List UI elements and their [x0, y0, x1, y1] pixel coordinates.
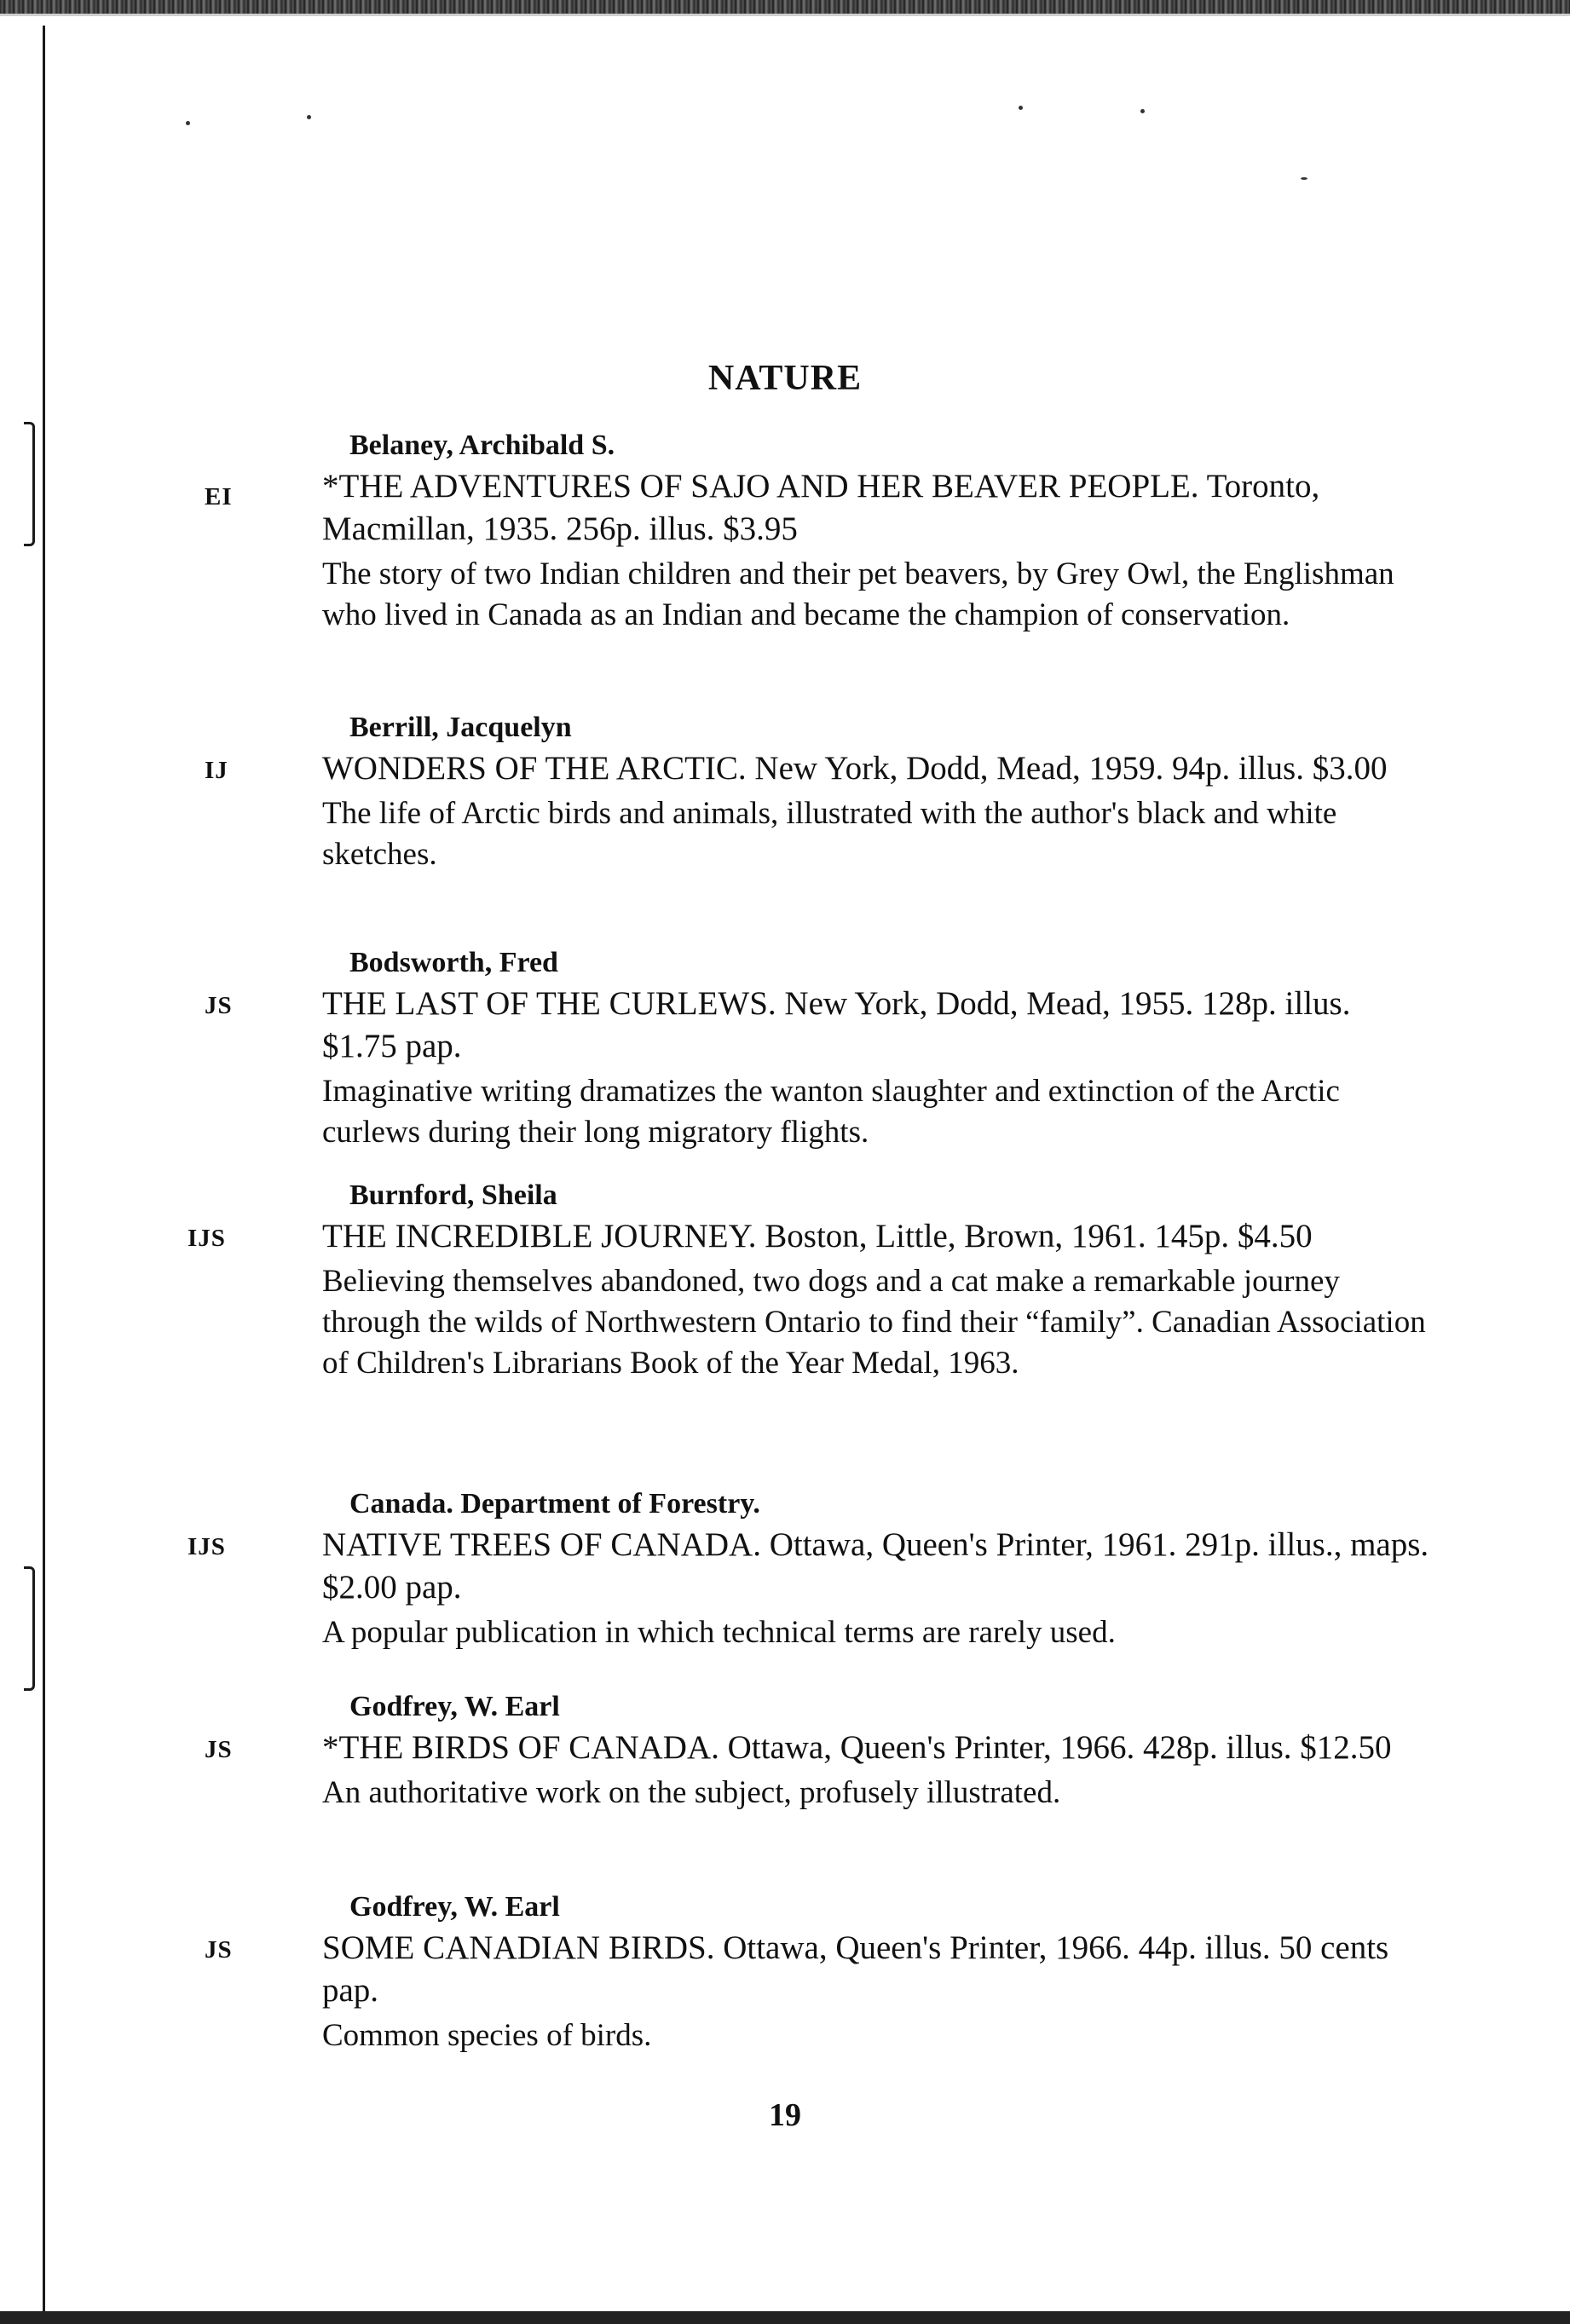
- bibliography-entry: [205, 943, 1432, 1153]
- entry-citation: *THE ADVENTURES OF SAJO AND HER BEAVER PEOPLE. Toronto, Macmillan, 1935. 256p. illus. $3.95: [322, 468, 1320, 547]
- entry-citation: NATIVE TREES OF CANADA. Ottawa, Queen's Printer, 1961. 291p. illus., maps. $2.00 pap.: [322, 1526, 1429, 1606]
- bibliography-entry: [205, 1888, 1432, 2056]
- entry-citation: THE LAST OF THE CURLEWS. New York, Dodd, Mead, 1955. 128p. illus. $1.75 pap.: [322, 985, 1351, 1064]
- entry-citation: *THE BIRDS OF CANADA. Ottawa, Queen's Printer, 1966. 428p. illus. $12.50: [322, 1729, 1392, 1766]
- entry-author: Godfrey, W. Earl: [349, 1891, 560, 1923]
- entry-audience-code: IJS: [188, 1533, 226, 1560]
- entry-author: Canada. Department of Forestry.: [349, 1488, 760, 1520]
- entry-audience-code: JS: [205, 1736, 233, 1763]
- entry-annotation: Imaginative writing dramatizes the wanton slaughter and extinction of the Arctic curlews during their long migratory flights.: [322, 1074, 1340, 1150]
- entry-annotation: Common species of birds.: [322, 2018, 652, 2053]
- bibliography-entry: [205, 1687, 1432, 1814]
- entry-annotation: The life of Arctic birds and animals, illustrated with the author's black and white sketches.: [322, 796, 1337, 872]
- entry-author: Godfrey, W. Earl: [349, 1691, 560, 1722]
- entry-author: Burnford, Sheila: [349, 1179, 557, 1211]
- entry-citation: SOME CANADIAN BIRDS. Ottawa, Queen's Printer, 1966. 44p. illus. 50 cents pap.: [322, 1929, 1389, 2009]
- entry-audience-code: JS: [205, 992, 233, 1019]
- entry-audience-code: JS: [205, 1936, 233, 1964]
- entry-author: Berrill, Jacquelyn: [349, 712, 572, 743]
- bibliography-entry: [188, 1176, 1432, 1384]
- entry-audience-code: EI: [205, 483, 233, 510]
- bibliography-entry: [188, 1485, 1432, 1653]
- bibliography-entry: [205, 426, 1432, 636]
- page-number: 19: [769, 2097, 801, 2133]
- entry-author: Bodsworth, Fred: [349, 947, 558, 978]
- entry-annotation: An authoritative work on the subject, profusely illustrated.: [322, 1775, 1061, 1810]
- entry-citation: WONDERS OF THE ARCTIC. New York, Dodd, Mead, 1959. 94p. illus. $3.00: [322, 750, 1388, 787]
- section-title: NATURE: [707, 359, 863, 398]
- entry-annotation: A popular publication in which technical terms are rarely used.: [322, 1615, 1116, 1650]
- entry-annotation: Believing themselves abandoned, two dogs and a cat make a remarkable journey through the wilds of Northwestern Ontario to find their “family”. Canadian Association of Children's Librarians Book of the Year Medal, 1963.: [322, 1264, 1426, 1381]
- entry-citation: THE INCREDIBLE JOURNEY. Boston, Little, Brown, 1961. 145p. $4.50: [322, 1218, 1313, 1254]
- entry-audience-code: IJS: [188, 1225, 226, 1252]
- entry-annotation: The story of two Indian children and their pet beavers, by Grey Owl, the Englishman who lived in Canada as an Indian and became the champion of conservation.: [322, 556, 1394, 632]
- bibliography-entry: [205, 708, 1432, 875]
- entry-audience-code: IJ: [205, 757, 228, 784]
- entry-author: Belaney, Archibald S.: [349, 430, 615, 461]
